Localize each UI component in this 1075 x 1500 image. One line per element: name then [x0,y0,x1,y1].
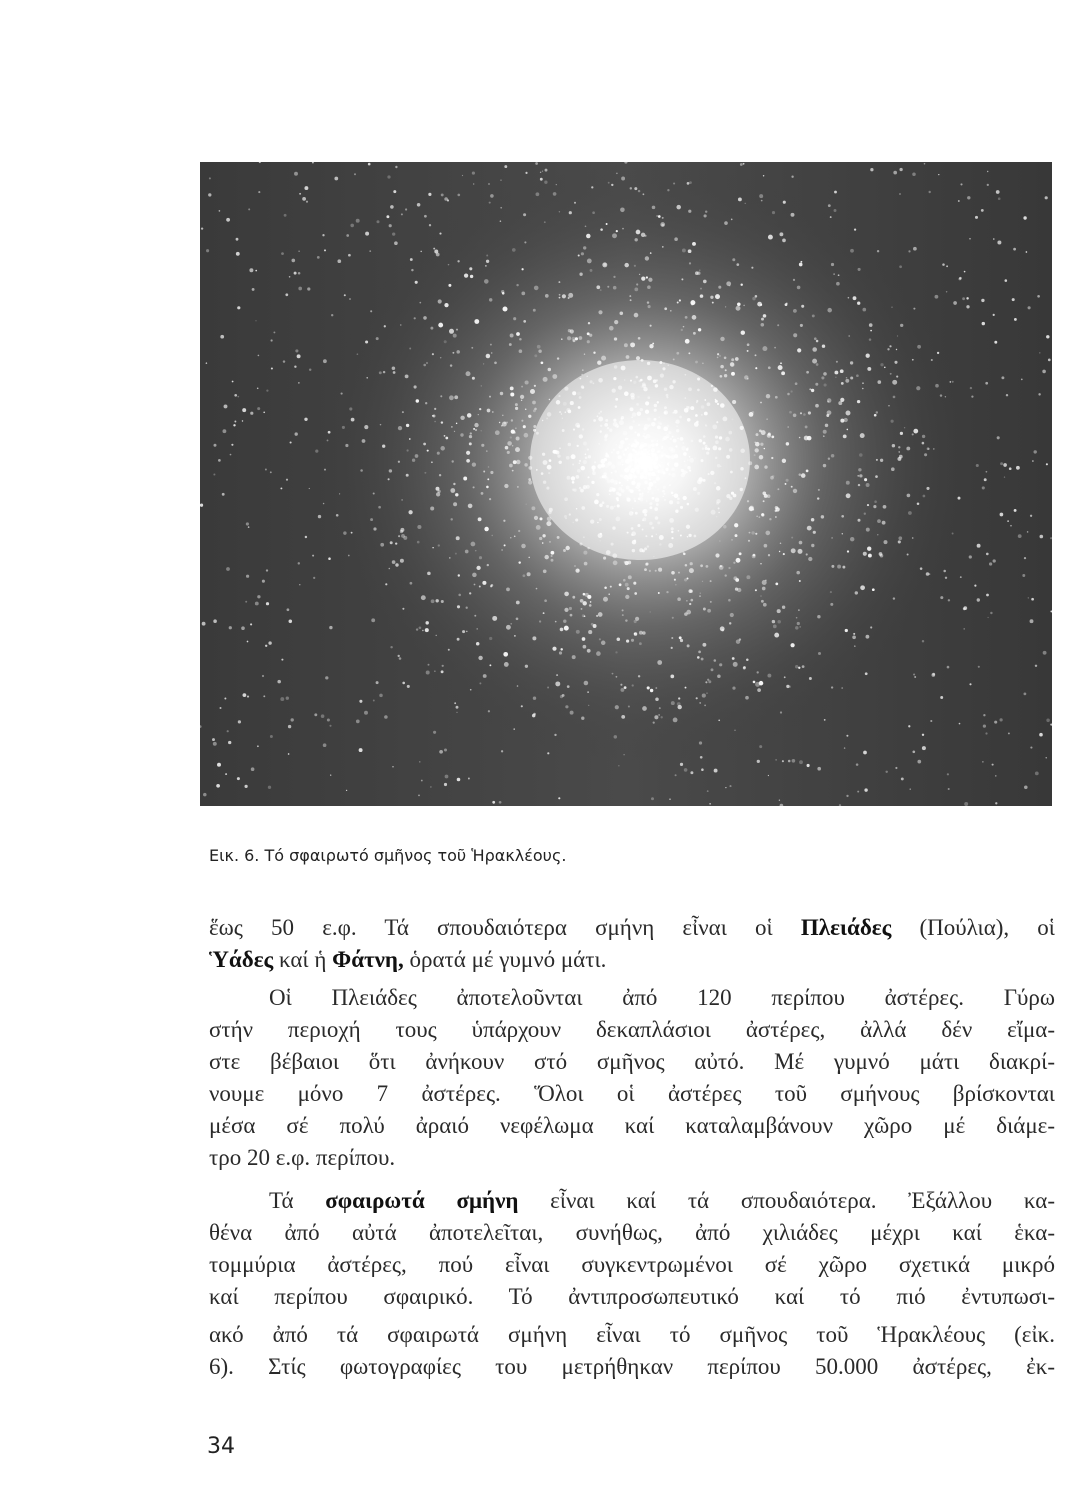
text-line: Ὑάδες καί ἡ Φάτνη, ὁρατά μέ γυμνό μάτι. [209,947,607,972]
text-line: ακό ἀπό τά σφαιρωτά σμήνη εἶναι τό σμῆνος τοῦ Ἡρακλέους (εἰκ. [209,1322,1055,1347]
body-text [209,912,1055,1383]
globular-cluster-photo [200,162,1052,806]
text-line: θένα ἀπό αὐτά ἀποτελεῖται, συνήθως, ἀπό χιλιάδες μέχρι καί ἑκα- [209,1220,1055,1245]
text-line: Οἱ Πλειάδες ἀποτελοῦνται ἀπό 120 περίπου ἀστέρες. Γύρω [269,985,1055,1010]
text-line: ἕως 50 ε.φ. Τά σπουδαιότερα σμήνη εἶναι οἱ Πλειάδες (Πούλια), οἱ [209,915,1055,940]
term-globular-clusters: σφαιρωτά σμήνη [325,1188,519,1213]
text-line: στήν περιοχή τους ὑπάρχουν δεκαπλάσιοι ἀστέρες, ἀλλά δέν εἴμα- [209,1017,1055,1042]
text-line: στε βέβαιοι ὅτι ἀνήκουν στό σμῆνος αὐτό. Μέ γυμνό μάτι διακρί- [209,1049,1055,1074]
term-pleiades: Πλειάδες [800,915,892,940]
text-line: Τά σφαιρωτά σμήνη εἶναι καί τά σπουδαιότερα. Ἐξάλλου κα- [269,1188,1055,1213]
text-line: μέσα σέ πολύ ἀραιό νεφέλωμα καί καταλαμβάνουν χῶρο μέ διάμε- [209,1113,1055,1138]
text-line: τομμύρια ἀστέρες, πού εἶναι συγκεντρωμένοι σέ χῶρο σχετικά μικρό [209,1252,1055,1277]
text-line: 6). Στίς φωτογραφίες του μετρήθηκαν περίπου 50.000 ἀστέρες, ἐκ- [209,1354,1055,1379]
term-praesepe: Φάτνη, [332,947,404,972]
text-line: τρο 20 ε.φ. περίπου. [209,1145,396,1170]
figure-caption: Εικ. 6. Τό σφαιρωτό σμῆνος τοῦ Ἡρακλέους. [209,846,567,865]
text-line: νουμε μόνο 7 ἀστέρες. Ὅλοι οἱ ἀστέρες τοῦ σμήνους βρίσκονται [209,1081,1055,1106]
globular-cluster-image [200,162,1052,806]
term-hyades: Ὑάδες [209,947,274,972]
page-number: 34 [207,1434,235,1459]
text-line: καί περίπου σφαιρικό. Τό ἀντιπροσωπευτικό καί τό πιό ἐντυπωσι- [209,1284,1055,1309]
